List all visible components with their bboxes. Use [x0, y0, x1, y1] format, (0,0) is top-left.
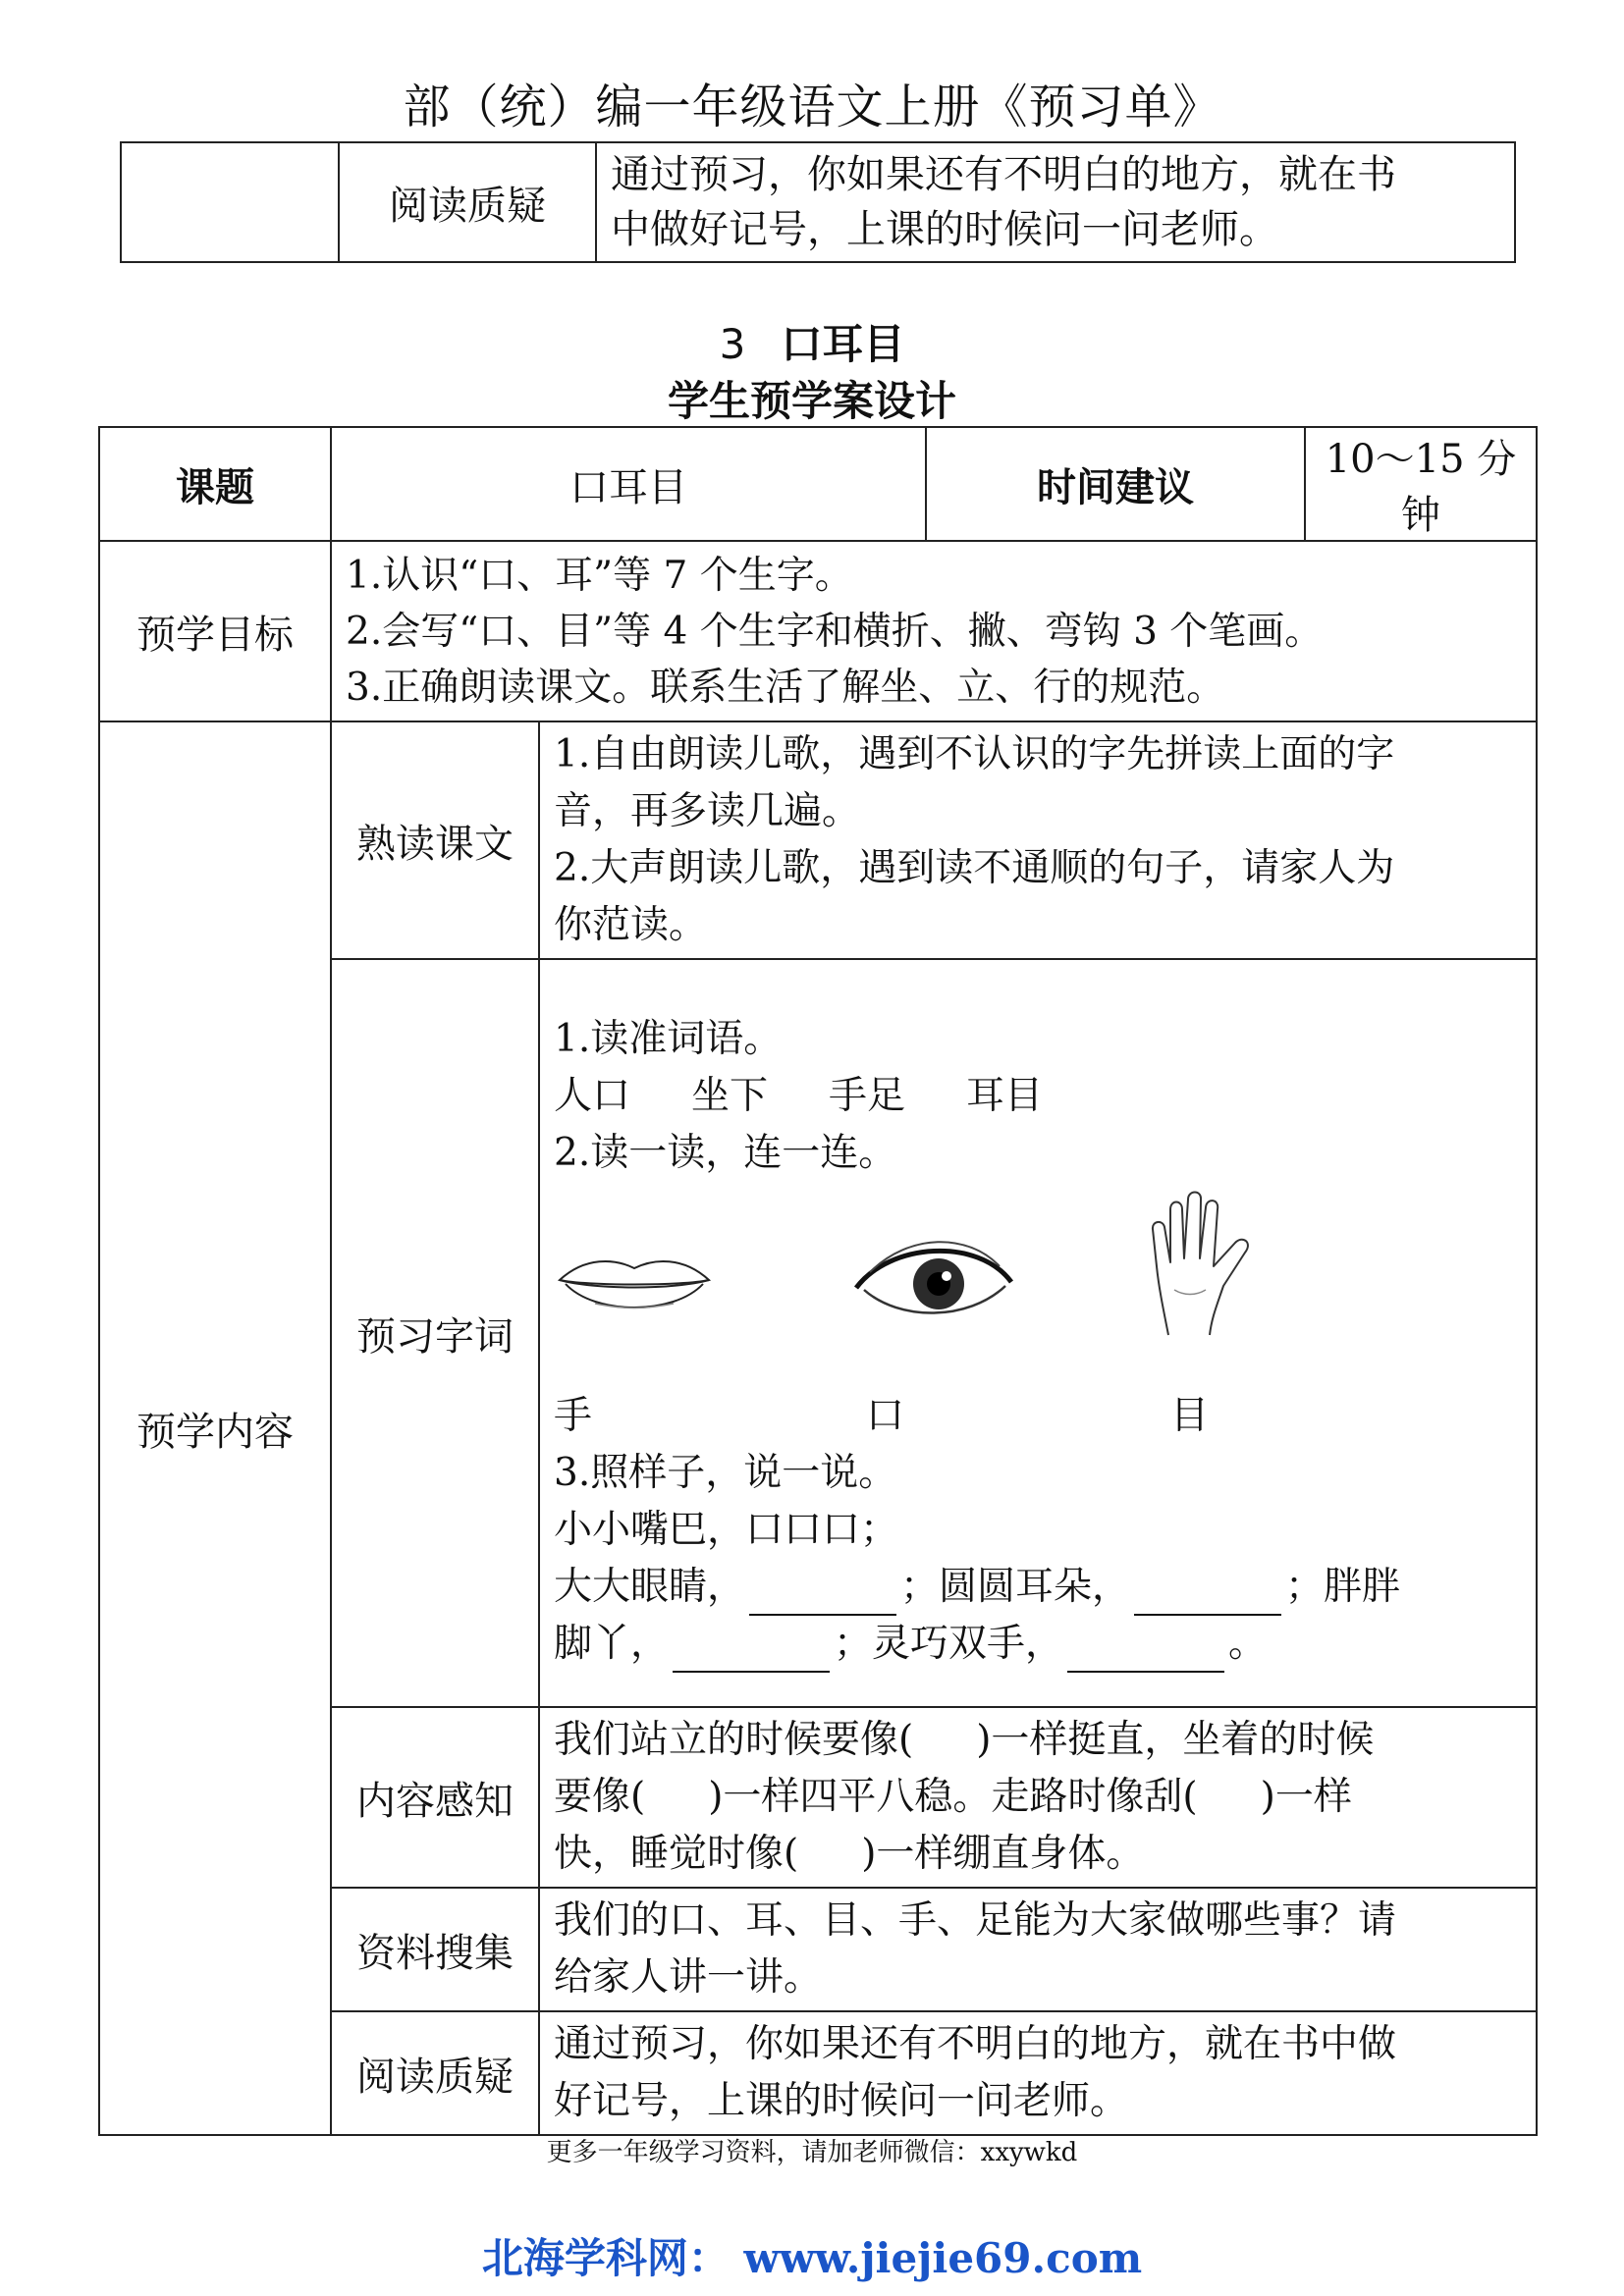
goal-item: 3.正确朗读课文。联系生活了解坐、立、行的规范。: [346, 665, 1225, 710]
perception-text: 我们站立的时候要像(: [554, 1718, 914, 1762]
research-line: 我们的口、耳、目、手、足能为大家做哪些事？请: [554, 1898, 1397, 1943]
match-char: 口: [866, 1394, 905, 1438]
research-line: 给家人讲一讲。: [554, 1955, 823, 2000]
goals-row: [99, 541, 1537, 721]
lesson-title: [0, 312, 1624, 371]
questions-label: 阅读质疑: [331, 2011, 539, 2135]
prev-question-label: 阅读质疑: [339, 142, 596, 262]
hand-icon: [1141, 1188, 1269, 1345]
perception-text: 快，睡觉时像(: [554, 1832, 799, 1876]
fill-text: ；圆圆耳朵，: [900, 1565, 1131, 1609]
reading-line: 你范读。: [554, 903, 708, 947]
lesson-name: 口耳目: [781, 320, 905, 368]
prev-question-line: 中做好记号，上课的时候问一问老师。: [611, 207, 1278, 252]
fill-blank[interactable]: [749, 1575, 896, 1616]
fill-blank[interactable]: [673, 1631, 830, 1673]
matching-chars: [554, 1388, 1522, 1445]
preview-table: [98, 426, 1538, 2136]
fill-text: 脚丫，: [554, 1622, 670, 1666]
questions-line: 好记号，上课的时候问一问老师。: [554, 2079, 1129, 2123]
research-label: 资料搜集: [331, 1888, 539, 2011]
match-char: 手: [554, 1394, 593, 1438]
previous-lesson-table: [120, 141, 1516, 263]
words-label: 预习字词: [331, 959, 539, 1707]
perception-text: )一样挺直，坐着的时候: [976, 1718, 1375, 1762]
perception-text: )一样四平八稳。走路时像刮(: [708, 1775, 1198, 1819]
perception-label: 内容感知: [331, 1707, 539, 1888]
fill-text: 大大眼睛，: [554, 1565, 746, 1609]
reading-line: 音，再多读几遍。: [554, 789, 861, 833]
questions-line: 通过预习，你如果还有不明白的地方，就在书中做: [554, 2022, 1397, 2066]
word-list: [554, 1068, 1522, 1125]
word-item: 人口: [554, 1074, 631, 1118]
perception-text: 要像(: [554, 1775, 646, 1819]
reading-line: 2.大声朗读儿歌，遇到读不通顺的句子，请家人为: [554, 846, 1395, 890]
reading-label: 熟读课文: [331, 721, 539, 959]
match-char: 目: [1170, 1394, 1210, 1438]
example-sentence: 小小嘴巴，口口口；: [554, 1508, 899, 1552]
footer-note: 更多一年级学习资料，请加老师微信：xxywkd: [546, 2138, 1078, 2167]
reading-row: [99, 721, 1537, 959]
goal-item: 2.会写“口、目”等 4 个生字和横折、撇、弯钩 3 个笔画。: [346, 609, 1324, 654]
fill-text: ；胖胖: [1285, 1565, 1401, 1609]
eye-icon: [850, 1227, 1017, 1335]
fill-blank[interactable]: [1067, 1631, 1224, 1673]
time-label: 时间建议: [926, 427, 1305, 541]
matching-pictures: [554, 1188, 1522, 1355]
goal-item: 1.认识“口、耳”等 7 个生字。: [346, 553, 853, 598]
prev-question-line: 通过预习，你如果还有不明白的地方，就在书: [611, 152, 1396, 197]
perception-text: )一样: [1260, 1775, 1352, 1819]
reading-line: 1.自由朗读儿歌，遇到不认识的字先拼读上面的字: [554, 732, 1395, 776]
fill-line-2: [554, 1616, 1522, 1673]
word-item: 手足: [829, 1074, 906, 1118]
perception-line: [554, 1769, 1522, 1826]
perception-line: [554, 1712, 1522, 1769]
header-row: [99, 427, 1537, 541]
fill-line-1: [554, 1559, 1522, 1616]
page-title: 部（统）编一年级语文上册《预习单》: [403, 80, 1221, 134]
word-item: 坐下: [691, 1074, 769, 1118]
word-item: 耳目: [966, 1074, 1044, 1118]
fill-text: 。: [1228, 1622, 1268, 1666]
perception-line: [554, 1826, 1522, 1883]
words-q1: 1.读准词语。: [554, 1017, 783, 1061]
time-value: 10～15 分钟: [1305, 427, 1537, 541]
goals-label: 预学目标: [99, 541, 331, 721]
words-q2: 2.读一读，连一连。: [554, 1131, 897, 1175]
lips-icon: [556, 1247, 713, 1325]
site-link[interactable]: 北海学科网： www.jiejie69.com: [481, 2234, 1143, 2282]
fill-text: ；灵巧双手，: [834, 1622, 1064, 1666]
lesson-number: 3: [719, 320, 746, 368]
empty-cell: [121, 142, 339, 262]
content-label: 预学内容: [99, 721, 331, 2135]
topic-value: 口耳目: [331, 427, 926, 541]
fill-blank[interactable]: [1134, 1575, 1281, 1616]
words-q3: 3.照样子，说一说。: [554, 1451, 897, 1495]
topic-label: 课题: [99, 427, 331, 541]
perception-text: )一样绷直身体。: [861, 1832, 1145, 1876]
lesson-subtitle: 学生预学案设计: [667, 377, 956, 425]
